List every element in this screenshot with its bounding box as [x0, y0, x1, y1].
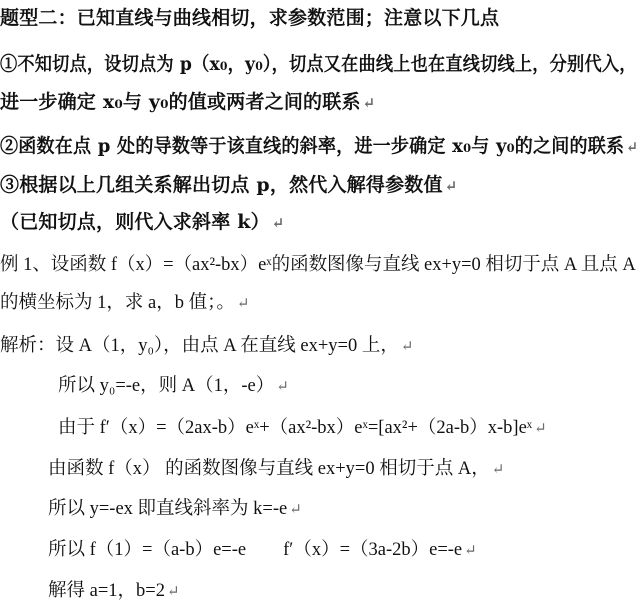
solution-line-3: [48, 456, 504, 483]
line-text: 解析：设 A（1，y₀），由点 A 在直线 ex+y=0 上，: [0, 336, 399, 356]
slope-line: [48, 496, 302, 523]
paragraph-mark: ↵: [166, 584, 180, 600]
line-text: ①不知切点，设切点为 p（x₀，y₀），切点又在曲线上也在直线切线上，分别代入，: [0, 53, 637, 75]
paragraph-mark: ↵: [276, 379, 289, 395]
line-text: 所以 y=-ex 即直线斜率为 k=-e: [48, 499, 288, 519]
line-text: 的横坐标为 1，求 a，b 值；。: [0, 293, 235, 313]
line-text: 所以 y₀=-e，则 A（1，-e）: [58, 376, 275, 396]
known-tangent-note: [0, 209, 285, 236]
point-2-line: [0, 133, 638, 160]
line-text: 例 1、设函数 f（x）=（ax²-bx）eˣ的函数图像与直线 ex+y=0 相切于点 A 且点 A: [0, 255, 636, 275]
example-line-2: [0, 290, 249, 317]
line-text: 进一步确定 x₀与 y₀的值或两者之间的联系: [0, 91, 361, 113]
paragraph-mark: ↵: [400, 339, 414, 355]
line-text: 由函数 f（x） 的函数图像与直线 ex+y=0 相切于点 A，: [48, 459, 490, 479]
point-1-line-2: [0, 89, 375, 116]
paragraph-mark: ↵: [444, 177, 458, 195]
derivative-line: [58, 415, 547, 442]
solution-line-1: [0, 333, 413, 360]
line-text: （已知切点，则代入求斜率 k）: [0, 211, 270, 233]
line-text: ③根据以上几组关系解出切点 p，然代入解得参数值: [0, 174, 443, 196]
paragraph-mark: ↵: [289, 502, 302, 518]
equations-line: [48, 537, 477, 564]
line-text: ②函数在点 p 处的导数等于该直线的斜率，进一步确定 x₀与 y₀的之间的联系: [0, 135, 625, 157]
paragraph-mark: ↵: [236, 296, 250, 312]
line-text: 由于 f′（x）=（2ax-b）eˣ+（ax²-bx）eˣ=[ax²+（2a-b）x-b]eˣ: [58, 418, 533, 438]
solution-line-2: [58, 373, 289, 400]
paragraph-mark: ↵: [534, 421, 547, 437]
line-text: 题型二：已知直线与曲线相切，求参数范围；注意以下几点: [0, 7, 500, 29]
answer-line: [48, 578, 180, 605]
line-text: 所以 f（1）=（a-b）e=-e f′（x）=（3a-2b）e=-e: [48, 540, 463, 560]
paragraph-mark: ↵: [626, 138, 639, 156]
point-3-line: [0, 172, 457, 199]
heading-line: [0, 5, 501, 32]
paragraph-mark: ↵: [491, 462, 505, 478]
line-text: 解得 a=1，b=2: [48, 581, 165, 601]
example-line-1: [0, 252, 638, 279]
point-1-line-1: [0, 51, 638, 78]
paragraph-mark: ↵: [362, 94, 376, 112]
paragraph-mark: ↵: [271, 214, 285, 232]
paragraph-mark: ↵: [464, 543, 477, 559]
